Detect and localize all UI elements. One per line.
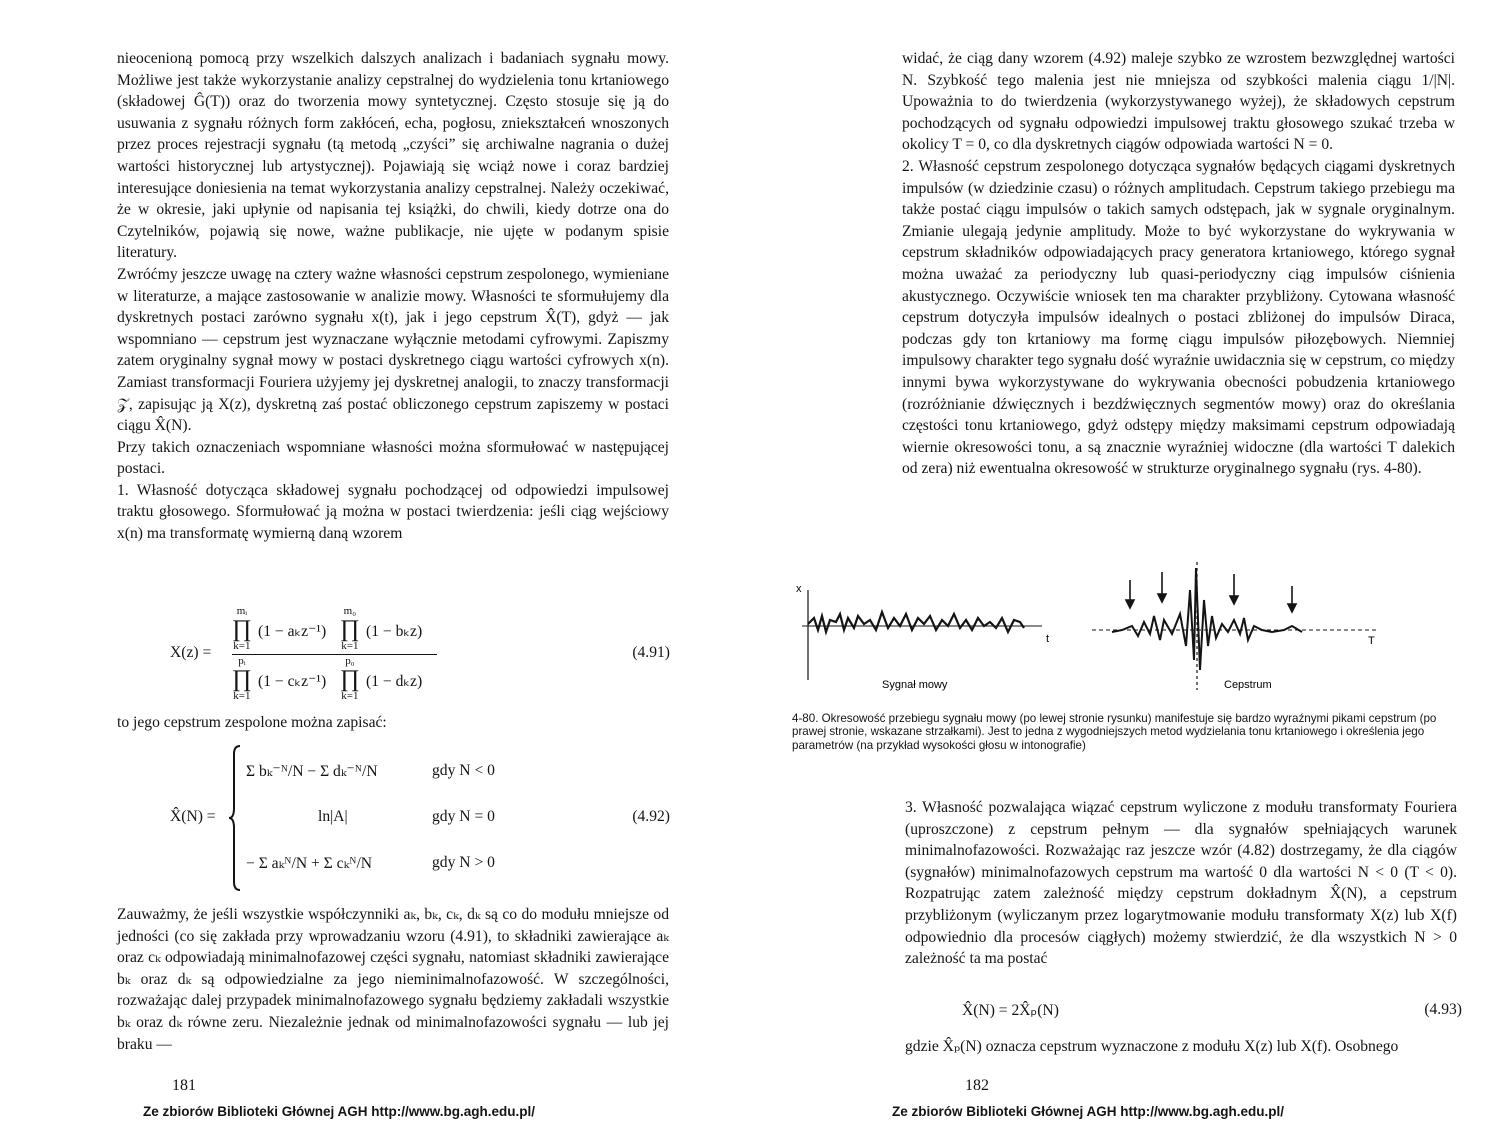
eq491-prod-2: m₀ ∏ k=1 [340,605,360,652]
left-paragraph-2: Zwróćmy jeszcze uwagę na cztery ważne własności cepstrum zespolonego, wymieniane w literaturze, a mające zastosowanie w analizie mowy. Własności te sformułujemy dla dyskretnych postaci zarówno sygnału x(t), jak i jego cepstrum X̂(T), gdyż — jak wspomniano — cepstrum jest wyznaczane wyłącznie metodami cyfrowymi. Zapiszmy zatem oryginalny sygnał mowy w postaci dyskretnego ciągu wartości cyfrowych x(n). Zamiast transformacji Fouriera użyjemy jej dyskretnej analogii, to znaczy transformacji 𝒵, zapisując ją X(z), dyskretną zaś postać obliczonego cepstrum zapiszemy w postaci ciągu X̂(N). [117,265,669,435]
eq491-number: (4.91) [632,644,670,661]
equation-4-92 [170,742,670,894]
figure-4-80 [792,560,1392,700]
eq491-lim-bottom-3: k=1 [233,690,251,702]
cepstrum-peak-arrows [1126,572,1296,612]
eq493-formula: X̂(N) = 2X̂ₚ(N) [962,1002,1059,1019]
right-last-line-text: gdzie X̂ₚ(N) oznacza cepstrum wyznaczone z modułu X(z) lub X(f). Osobnego [905,1038,1399,1055]
left-paragraph-3: Przy takich oznaczeniach wspomniane własności można sformułować w następującej postaci. [117,438,669,478]
page-number-left: 181 [172,1077,196,1094]
speech-signal-waveform [808,612,1024,632]
cepstrum-waveform [1112,568,1302,670]
eq491-lhs: X(z) = [170,644,212,661]
eq492-lhs: X̂(N) = [170,808,216,825]
eq491-lim-top-3: pᵢ [238,655,246,667]
eq492-case3-cond: gdy N > 0 [432,854,495,871]
eq491-num-left: (1 − aₖz⁻¹) [258,623,327,640]
eq491-fraction-bar [232,654,437,655]
eq491-den-left: (1 − cₖz⁻¹) [258,673,327,690]
left-paragraph-4: 1. Własność dotycząca składowej sygnału pochodzącej od odpowiedzi impulsowej traktu głosowego. Sformułować ją można w postaci twierdzenia: jeśli ciąg wejściowy x(n) ma transformatę wymierną daną wzorem [117,481,669,543]
eq492-case1: Σ bₖ⁻ᴺ/N − Σ dₖ⁻ᴺ/N [246,763,378,780]
left-bottom-text [117,904,669,1055]
eq492-number: (4.92) [632,808,670,825]
eq491-lim-bottom-1: k=1 [233,640,251,652]
eq492-case3: − Σ aₖᴺ/N + Σ cₖᴺ/N [246,855,373,872]
eq491-fraction [232,606,607,702]
footer-left: Ze zbiorów Biblioteki Głównej AGH http://www.bg.agh.edu.pl/ [143,1104,535,1119]
speech-signal-label: Sygnał mowy [882,679,948,691]
cepstrum-label: Cepstrum [1224,679,1272,691]
right-bottom-paragraph: 3. Własność pozwalająca wiązać cepstrum wyliczone z modułu transformaty Fouriera (uproszczone) z cepstrum pełnym — dla sygnałów spełniających warunek minimalnofazowości. Rozważając raz jeszcze wzór (4.82) dostrzegamy, że dla ciągów (sygnałów) minimalnofazowych cepstrum ma wartość 0 dla wartości N < 0 (T < 0). Rozpatrując zatem zależność między cepstrum dokładnym X̂(N), a cepstrum przybliżonym (wyliczanym przez logarytmowanie modułu transformaty X(z) lub X(f) odpowiednio dla procesów ciągłych) możemy stwierdzić, że dla wszystkich N > 0 zależność ta ma postać [905,799,1457,968]
eq492-brace [228,744,242,892]
eq491-lim-top-4: p₀ [345,655,355,667]
figure-caption: 4-80. Okresowość przebiegu sygnału mowy (po lewej stronie rysunku) manifestuje się bardzo wyraźnymi pikami cepstrum (po prawej stronie, wskazane strzałkami). Jest to jedna z wygodniejszych metod wydzielania tonu krtaniowego i określenia jego parametrów (na przykład wysokości głosu w intonografie) [792,712,1437,752]
left-between-text [117,712,669,734]
T-axis-label: T [1368,635,1375,647]
equation-4-91 [170,606,670,702]
figure-svg [792,560,1392,700]
cepstrum-intro-line: to jego cepstrum zespolone można zapisać: [117,714,387,731]
right-last-line [905,1036,1463,1058]
left-bottom-paragraph: Zauważmy, że jeśli wszystkie współczynniki aₖ, bₖ, cₖ, dₖ są co do modułu mniejsze od jedności (co się zakłada przy wprowadzaniu wzoru (4.91), to składniki zawierające aₖ oraz cₖ odpowiadają minimalnofazowej części sygnału, natomiast składniki zawierające bₖ oraz dₖ są odpowiedzialne za jego nieminimalnofazowość. W szczególności, rozważając dalej przypadek minimalnofazowego sygnału będziemy zakładali wszystkie bₖ oraz dₖ równe zeru. Niezależnie jednak od minimalnofazowości sygnału — lub jej braku — [117,906,669,1053]
eq491-lim-bottom-4: k=1 [341,690,359,702]
left-top-text [117,48,669,545]
page-number-right: 182 [965,1077,989,1094]
right-paragraph-1: widać, że ciąg dany wzorem (4.92) maleje szybko ze wzrostem bezwzględnej wartości N. Szybkość tego malenia jest nie mniejsza od szybkości malenia ciągu 1/|N|. Upoważnia to do twierdzenia (wykorzystywanego wyżej), że składowych cepstrum pochodzących od sygnału odpowiedzi impulsowej traktu głosowego szukać trzeba w okolicy T = 0, co dla dyskretnych ciągów odpowiada wartości N = 0. [902,50,1455,154]
right-bottom-text [905,797,1457,970]
eq491-den-right: (1 − dₖz) [366,673,423,690]
x-axis-label: x [796,583,802,595]
eq491-num-right: (1 − bₖz) [366,623,423,640]
eq491-lim-top-2: m₀ [343,605,357,617]
footer-right: Ze zbiorów Biblioteki Głównej AGH http://www.bg.agh.edu.pl/ [892,1104,1284,1119]
right-top-text [902,48,1455,480]
eq492-case2: ln|A| [318,808,348,825]
eq493-number: (4.93) [1424,1001,1462,1018]
equation-4-93 [962,1001,1462,1025]
eq491-lim-top-1: mᵢ [236,605,248,617]
eq491-prod-3: pᵢ ∏ k=1 [232,655,252,702]
right-paragraph-2: 2. Własność cepstrum zespolonego dotycząca sygnałów będących ciągami dyskretnych impulsów (w dziedzinie czasu) o różnych amplitudach. Cepstrum takiego przebiegu ma także postać ciągu impulsów o takich samych odstępach, jak w sygnale oryginalnym. Zmianie ulegają jedynie amplitudy. Może to być wykorzystane do wykrywania w cepstrum składników odpowiadających pracy generatora krtaniowego, którego sygnał można uważać za periodyczny lub quasi-periodyczny ciąg impulsów ciśnienia akustycznego. Oczywiście wniosek ten ma charakter przybliżony. Cytowana własność cepstrum dotyczyła impulsów idealnych o postaci zbliżonej do impulsów Diraca, podczas gdy ton krtaniowy ma formę ciągu impulsów piłozębowych. Niemniej impulsowy charakter tego sygnału dość wyraźnie uwidacznia się w cepstrum, co między innymi bywa wykorzystywane do wykrywania obecności pobudzenia krtaniowego (rozróżnianie dźwięcznych i bezdźwięcznych segmentów mowy) oraz do określania częstości tonu krtaniowego, gdyż odstępy między maksimami cepstrum odpowiadają wiernie okresowości tonu, a są znacznie wyraźniej widoczne (dla wartości T dalekich od zera) niż ewentualna okresowość w strukturze oryginalnego sygnału (rys. 4-80). [902,157,1455,478]
eq491-prod-4: p₀ ∏ k=1 [340,655,360,702]
eq492-case1-cond: gdy N < 0 [432,762,495,779]
eq491-lim-bottom-2: k=1 [341,640,359,652]
left-paragraph-1: nieocenioną pomocą przy wszelkich dalszych analizach i badaniach sygnału mowy. Możliwe jest także wykorzystanie analizy cepstralnej do wydzielenia tonu krtaniowego (składowej Ĝ(T)) oraz do tworzenia mowy syntetycznej. Często stosuje się ją do usuwania z sygnału różnych form zakłóceń, echa, pogłosu, zniekształceń wnoszonych przez proces rejestracji sygnału (tą metodą „czyści” się archiwalne nagrania o dużej wartości historycznej lub artystycznej). Pojawiają się wciąż nowe i coraz bardziej interesujące doniesienia na temat wykorzystania analizy cepstralnej. Należy oczekiwać, że w okresie, jaki upłynie od napisania tej książki, do chwili, kiedy dotrze ona do Czytelników, pojawią się nowe, ważne publikacje, nie ujęte w podanym spisie literatury. [117,50,669,262]
eq492-case2-cond: gdy N = 0 [432,808,495,825]
t-axis-label: t [1046,633,1050,645]
eq491-prod-1: mᵢ ∏ k=1 [232,605,252,652]
